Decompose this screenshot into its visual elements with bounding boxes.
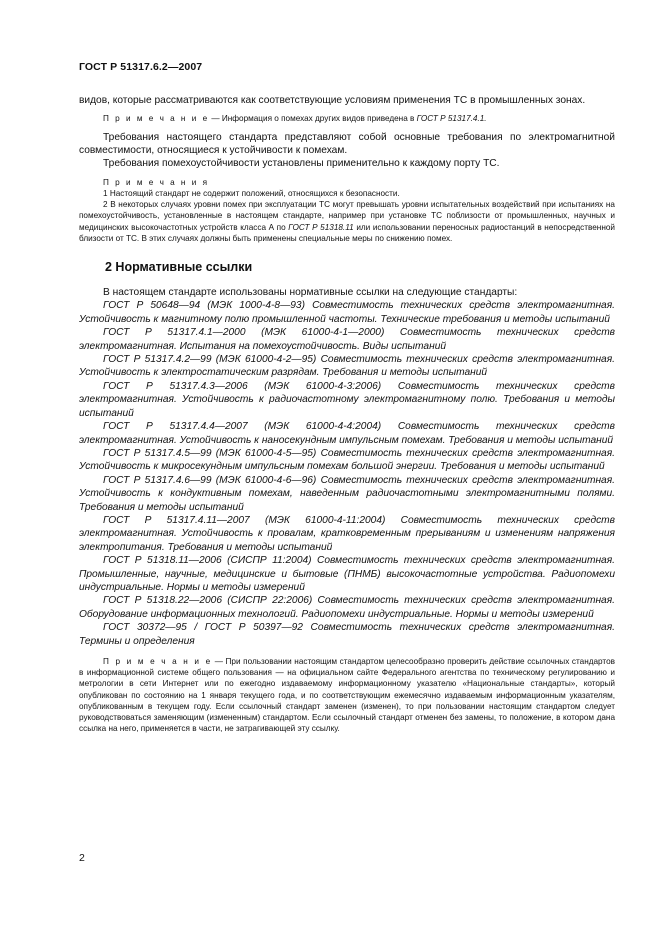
- note-item-2-text-b: или использовании переносных радиостанций в непосредственной близости от ТС. В этих случаях должны быть применены специальные меры по снижению помех.: [79, 222, 615, 243]
- reference-item: ГОСТ Р 51317.4.1—2000 (МЭК 61000-4-1—2000) Совместимость технических средств электромагнитная. Испытания на помехоустойчивость. Виды испытаний: [79, 327, 615, 352]
- reference-item: ГОСТ Р 51317.4.5—99 (МЭК 61000-4-5—95) Совместимость технических средств электромагнитная. Устойчивость к микросекундным импульсным помехам большой энергии. Требования и методы испытаний: [79, 447, 615, 473]
- note-label: П р и м е ч а н и е: [103, 114, 210, 124]
- page-number: 2: [79, 852, 85, 864]
- final-note: [79, 656, 615, 734]
- notes-heading: [79, 177, 615, 188]
- reference-item: ГОСТ Р 51317.4.6—99 (МЭК 61000-4-6—96) Совместимость технических средств электромагнитная. Устойчивость к кондуктивным помехам, наведенным радиочастотными электромагнитными полями. Требования и методы испытаний: [79, 474, 615, 513]
- note-item-2: [79, 199, 615, 244]
- reference-item: ГОСТ 30372—95 / ГОСТ Р 50397—92 Совместимость технических средств электромагнитная. Термины и определения: [79, 622, 615, 647]
- final-note-text: — При пользовании настоящим стандартом целесообразно проверить действие ссылочных стандартов в информационной системе общего пользования — на официальном сайте Федерального агентства по техническому регулированию и метрологии в сети Интернет или по ежегодно издаваемому информационному указателю «Национальные стандарты», который опубликован по состоянию на 1 января текущего года, и по соответствующим ежемесячно издаваемым информационным указателям, опубликованным в текущем году. Если ссылочный стандарт заменен (изменен), то при пользовании настоящим стандартом следует руководствоваться заменяющим (измененным) стандартом. Если ссылочный стандарт отменен без замены, то положение, в котором дана ссылка на него, применяется в части, не затрагивающей эту ссылку.: [79, 657, 615, 734]
- note-item-1: 1 Настоящий стандарт не содержит положений, относящихся к безопасности.: [103, 189, 400, 199]
- notes-label: П р и м е ч а н и я: [103, 177, 210, 187]
- intro-note-1: [79, 113, 615, 124]
- reference-item: ГОСТ Р 51317.4.2—99 (МЭК 61000-4-2—95) Совместимость технических средств электромагнитная. Устойчивость к электростатическим разрядам. Требования и методы испытаний: [79, 354, 615, 379]
- reference-item: ГОСТ Р 50648—94 (МЭК 1000-4-8—93) Совместимость технических средств электромагнитная. Устойчивость к магнитному полю промышленной частоты. Технические требования и методы испытаний: [79, 300, 615, 325]
- reference-item: ГОСТ Р 51317.4.11—2007 (МЭК 61000-4-11:2004) Совместимость технических средств электромагнитная. Устойчивость к провалам, кратковременным прерываниям и изменениям напряжения электропитания. Требования и методы испытаний: [79, 514, 615, 553]
- note-reference: ГОСТ Р 51317.4.1.: [416, 114, 487, 124]
- intro-paragraph-3: Требования помехоустойчивости установлены применительно к каждому порту ТС.: [103, 158, 500, 170]
- note-text: — Информация о помехах других видов приведена в: [209, 114, 417, 124]
- reference-item: ГОСТ Р 51317.4.3—2006 (МЭК 61000-4-3:2006) Совместимость технических средств электромагнитная. Устойчивость к радиочастотному электромагнитному полю. Требования и методы испытаний: [79, 380, 615, 419]
- reference-item: ГОСТ Р 51318.22—2006 (СИСПР 22:2006) Совместимость технических средств электромагнитная. Оборудование информационных технологий. Радиопомехи индустриальные. Нормы и методы измерений: [79, 595, 615, 620]
- reference-item: ГОСТ Р 51318.11—2006 (СИСПР 11:2004) Совместимость технических средств электромагнитная. Промышленные, научные, медицинские и бытовые (ПНМБ) высокочастотные устройства. Радиопомехи индустриальные. Нормы и методы измерений: [79, 555, 615, 593]
- intro-paragraph-2: Требования настоящего стандарта представляют собой основные требования по электромагнитной совместимости, относящиеся к устойчивости к помехам.: [79, 131, 615, 157]
- section-lead: В настоящем стандарте использованы нормативные ссылки на следующие стандарты:: [103, 287, 518, 299]
- final-note-label: П р и м е ч а н и е: [103, 657, 213, 667]
- note-item-2-text-a: 2 В некоторых случаях уровни помех при эксплуатации ТС могут превышать уровни испытательных воздействий при испытаниях на помехоустойчивость, установленные в настоящем стандарте, например при установке ТС поблизости от промышленных, научных и медицинских высокочастотных устройств класса А по: [79, 200, 615, 232]
- reference-list: [79, 299, 615, 648]
- page-content: [79, 94, 615, 734]
- document-header: ГОСТ Р 51317.6.2—2007: [79, 61, 203, 73]
- note-item-2-reference: ГОСТ Р 51318.11: [288, 222, 354, 232]
- section-title: 2 Нормативные ссылки: [105, 260, 253, 275]
- reference-item: ГОСТ Р 51317.4.4—2007 (МЭК 61000-4-4:2004) Совместимость технических средств электромагнитная. Устойчивость к наносекундным импульсным помехам. Требования и методы испытаний: [79, 421, 615, 446]
- intro-paragraph-1: видов, которые рассматриваются как соответствующие условиям применения ТС в промышленных зонах.: [79, 95, 586, 106]
